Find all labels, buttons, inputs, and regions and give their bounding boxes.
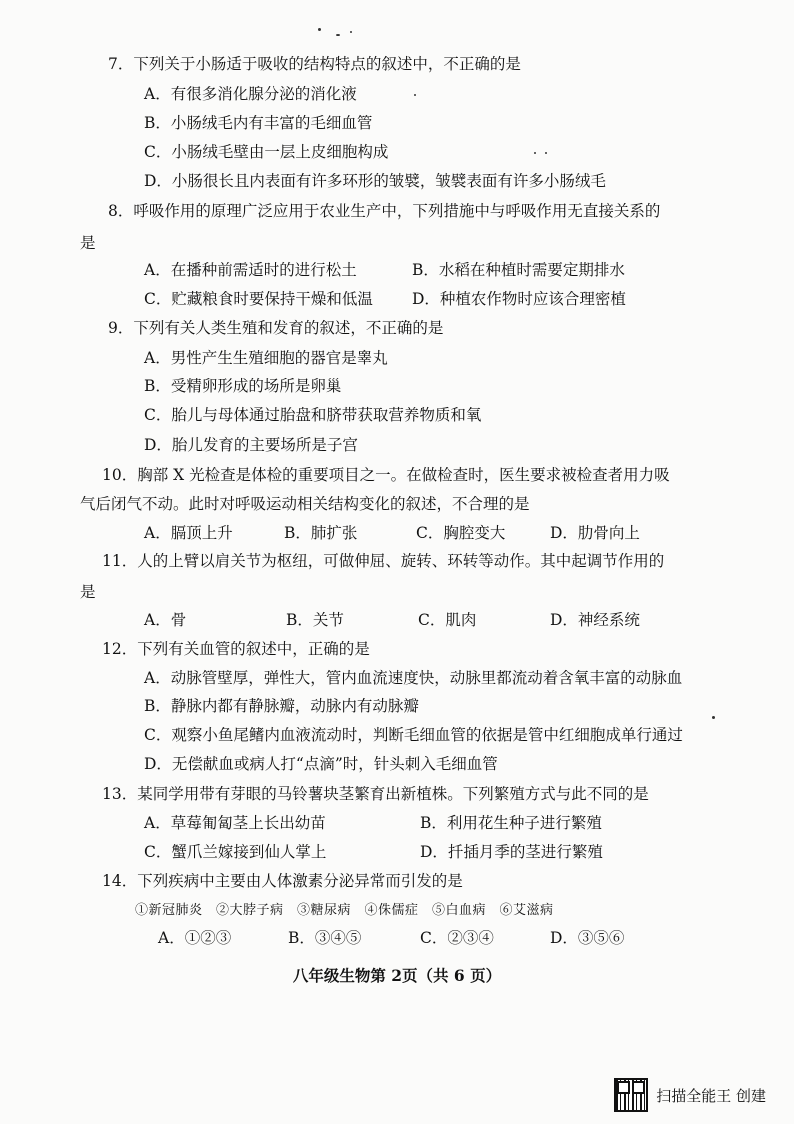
q11-stem: 11．人的上臂以肩关节为枢纽，可做伸屈、旋转、环转等动作。其中起调节作用的: [102, 552, 665, 570]
q12-option-c: C．观察小鱼尾鳍内血液流动时，判断毛细血管的依据是管中红细胞成单行通过: [144, 726, 683, 744]
q9-option-c: C．胎儿与母体通过胎盘和脐带获取营养物质和氧: [144, 406, 482, 424]
scan-speck: [336, 34, 340, 36]
q12-option-d: D．无偿献血或病人打“点滴”时，针头刺入毛细血管: [144, 755, 498, 773]
q14-disease-list: ①新冠肺炎 ②大脖子病 ③糖尿病 ④侏儒症 ⑤白血病 ⑥艾滋病: [135, 903, 554, 918]
q9-stem: 9．下列有关人类生殖和发育的叙述，不正确的是: [108, 319, 444, 337]
q8-stem-continued: 是: [80, 234, 96, 252]
scan-speck: [318, 28, 321, 31]
q8-option-d: D．种植农作物时应该合理密植: [412, 290, 626, 308]
q10-option-b: B．肺扩张: [284, 524, 358, 542]
q10-option-d: D．肋骨向上: [550, 524, 640, 542]
q10-stem-continued: 气后闭气不动。此时对呼吸运动相关结构变化的叙述，不合理的是: [80, 495, 530, 513]
q9-option-d: D．胎儿发育的主要场所是子宫: [144, 436, 358, 454]
q11-option-d: D．神经系统: [550, 611, 640, 629]
q7-option-c: C．小肠绒毛壁由一层上皮细胞构成: [144, 143, 389, 161]
scan-speck: [350, 31, 352, 33]
q7-option-a: A．有很多消化腺分泌的消化液: [144, 85, 357, 103]
page-footer: 八年级生物第 2页（共 6 页）: [292, 966, 502, 985]
scanner-watermark-text: 扫描全能王 创建: [656, 1086, 766, 1105]
scanner-watermark: [614, 1078, 766, 1112]
q14-option-c: C．②③④: [420, 929, 494, 947]
q7-option-d: D．小肠很长且内表面有许多环形的皱襞，皱襞表面有许多小肠绒毛: [144, 172, 606, 190]
q9-option-a: A．男性产生生殖细胞的器官是睾丸: [144, 349, 388, 367]
q7-stem: 7．下列关于小肠适于吸收的结构特点的叙述中，不正确的是: [108, 55, 521, 73]
scan-speck: [545, 152, 547, 154]
q8-stem: 8．呼吸作用的原理广泛应用于农业生产中，下列措施中与呼吸作用无直接关系的: [108, 202, 661, 220]
q8-option-a: A．在播种前需适时的进行松土: [144, 261, 357, 279]
q12-option-a: A．动脉管壁厚，弹性大，管内血流速度快，动脉里都流动着含氧丰富的动脉血: [144, 669, 683, 687]
q10-option-c: C．胸腔变大: [416, 524, 506, 542]
q12-option-b: B．静脉内都有静脉瓣，动脉内有动脉瓣: [144, 697, 419, 715]
scan-speck: [534, 152, 536, 154]
qr-code-icon: [614, 1078, 648, 1112]
scan-speck: [712, 716, 715, 719]
q13-stem: 13．某同学用带有芽眼的马铃薯块茎繁育出新植株。下列繁殖方式与此不同的是: [102, 785, 649, 803]
q13-option-d: D．扦插月季的茎进行繁殖: [420, 843, 603, 861]
q10-stem: 10．胸部 X 光检查是体检的重要项目之一。在做检查时，医生要求被检查者用力吸: [102, 466, 670, 484]
q14-stem: 14．下列疾病中主要由人体激素分泌异常而引发的是: [102, 872, 463, 890]
q8-option-c: C．贮藏粮食时要保持干燥和低温: [144, 290, 373, 308]
q8-option-b: B．水稻在种植时需要定期排水: [412, 261, 625, 279]
q11-option-b: B．关节: [286, 611, 344, 629]
q12-stem: 12．下列有关血管的叙述中，正确的是: [102, 640, 370, 658]
q10-option-a: A．膈顶上升: [144, 524, 233, 542]
scan-speck: [414, 94, 416, 96]
q13-option-a: A．草莓匍匐茎上长出幼苗: [144, 814, 326, 832]
q11-stem-continued: 是: [80, 583, 96, 601]
q11-option-a: A．骨: [144, 611, 187, 629]
q14-option-d: D．③⑤⑥: [550, 929, 625, 947]
q9-option-b: B．受精卵形成的场所是卵巢: [144, 377, 342, 395]
q11-option-c: C．肌肉: [418, 611, 477, 629]
q14-option-a: A．①②③: [158, 929, 232, 947]
q13-option-b: B．利用花生种子进行繁殖: [420, 814, 602, 832]
q14-option-b: B．③④⑤: [288, 929, 362, 947]
q13-option-c: C．蟹爪兰嫁接到仙人掌上: [144, 843, 327, 861]
q7-option-b: B．小肠绒毛内有丰富的毛细血管: [144, 114, 373, 132]
